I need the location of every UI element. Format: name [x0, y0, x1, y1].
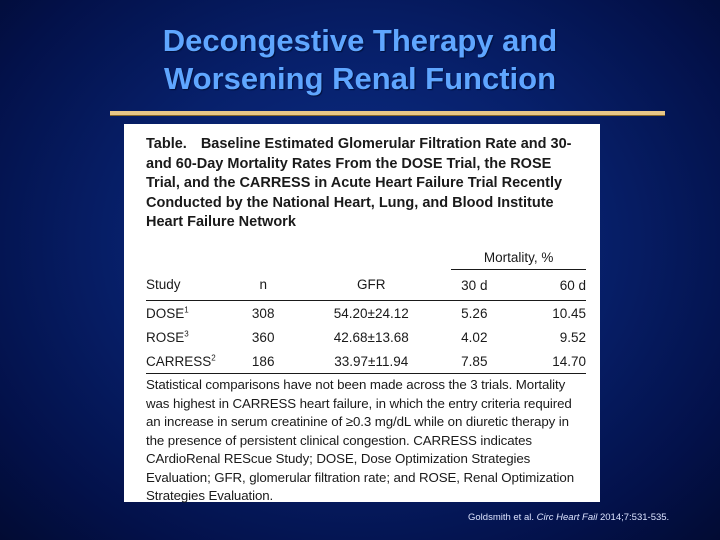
ref-superscript: 1	[184, 305, 189, 314]
cell-n: 308	[251, 305, 275, 321]
title-divider	[110, 111, 665, 116]
header-study: Study	[146, 270, 235, 301]
header-60d: 60 d	[518, 270, 586, 301]
citation-details: 2014;7:531-535.	[599, 512, 670, 523]
cell-60d: 10.45	[552, 305, 586, 321]
header-n: n	[235, 270, 291, 301]
cell-30d: 5.26	[461, 305, 488, 321]
header-30d: 30 d	[451, 270, 518, 301]
table-row	[146, 349, 586, 374]
cell-60d: 9.52	[559, 329, 586, 345]
cell-60d: 14.70	[518, 349, 586, 374]
cell-gfr: 42.68±13.68	[333, 329, 409, 345]
cell-30d: 7.85	[451, 349, 518, 374]
cell-study: CARRESS$^2$	[146, 349, 235, 374]
cell-study: ROSE$^3$	[146, 329, 189, 345]
table-caption-label: Table.	[146, 136, 187, 152]
slide-title-line-2: Worsening Renal Function	[163, 61, 557, 96]
ref-superscript: 2	[211, 353, 216, 362]
table-spanner-row	[146, 245, 586, 270]
cell-study: DOSE$^1$	[146, 305, 189, 321]
mortality-spanner: Mortality, %	[451, 245, 586, 270]
citation	[468, 512, 669, 523]
table-row	[146, 301, 586, 326]
cell-n: 360	[251, 329, 275, 345]
table-caption-text: Baseline Estimated Glomerular Filtration Rate and 30- and 60-Day Mortality Rates From the DOSE Trial, the ROSE Trial, and the CARRESS in Acute Heart Failure Trial Recently Conducted by the National Heart, Lung, and Blood Institute Heart Failure Network	[146, 136, 572, 230]
table-caption	[146, 135, 586, 233]
cell-30d: 4.02	[461, 329, 488, 345]
citation-authors: Goldsmith et al.	[468, 512, 534, 523]
header-gfr: GFR	[291, 270, 451, 301]
slide-title-line-1: Decongestive Therapy and	[162, 23, 558, 58]
table-row	[146, 325, 586, 349]
ref-superscript: 3	[184, 329, 189, 338]
data-table	[146, 245, 586, 374]
slide-title	[0, 22, 720, 98]
table-figure	[124, 124, 600, 502]
table-header-row	[146, 270, 586, 301]
cell-gfr: 33.97±11.94	[291, 349, 451, 374]
cell-gfr: 54.20±24.12	[333, 305, 409, 321]
table-footnote: Statistical comparisons have not been made across the 3 trials. Mortality was highest in CARRESS heart failure, in which the entry criteria required an increase in serum creatinine of ≥0.3 mg/dL while on diuretic therapy in the presence of persistent clinical congestion. CARRESS indicates CArdioRenal REScue Study; DOSE, Dose Optimization Strategies Evaluation; GFR, glomerular filtration rate; and ROSE, Renal Optimization Strategies Evaluation.	[146, 377, 574, 503]
citation-journal: Circ Heart Fail	[536, 512, 598, 523]
cell-n: 186	[235, 349, 291, 374]
